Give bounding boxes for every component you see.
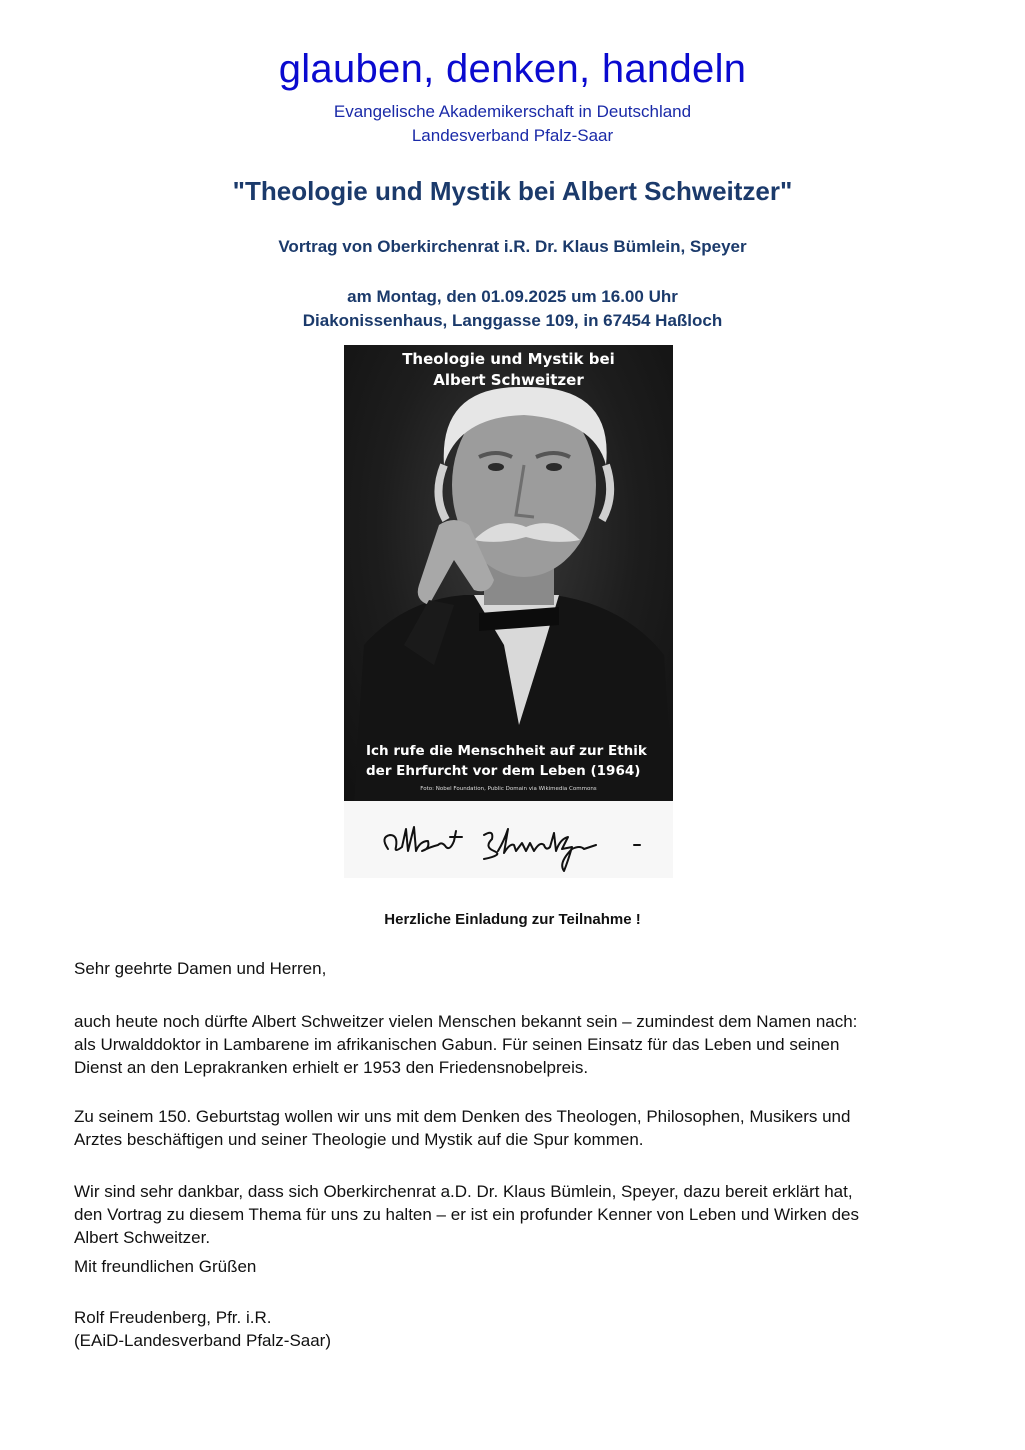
poster-title-line-2: Albert Schweitzer — [433, 371, 584, 389]
paragraph-line: den Vortrag zu diesem Thema für uns zu halten – er ist ein profunder Kenner von Leben und Wirken des — [74, 1205, 859, 1224]
poster-quote-line-2: der Ehrfurcht vor dem Leben (1964) — [366, 763, 641, 779]
paragraph-speaker — [74, 1180, 974, 1249]
poster-quote-line-1: Ich rufe die Menschheit auf zur Ethik — [366, 743, 647, 759]
event-poster — [344, 345, 673, 878]
paragraph-intro — [74, 1010, 974, 1079]
invitation-heading: Herzliche Einladung zur Teilnahme ! — [384, 911, 641, 928]
event-date: am Montag, den 01.09.2025 um 16.00 Uhr — [347, 287, 678, 306]
paragraph-line: Dienst an den Leprakranken erhielt er 1953 den Friedensnobelpreis. — [74, 1058, 589, 1077]
paragraph-line: Wir sind sehr dankbar, dass sich Oberkirchenrat a.D. Dr. Klaus Bümlein, Speyer, dazu bereit erklärt hat, — [74, 1182, 853, 1201]
paragraph-anniversary — [74, 1105, 974, 1151]
paragraph-line: Albert Schweitzer. — [74, 1228, 211, 1247]
closing-greeting: Mit freundlichen Grüßen — [74, 1257, 257, 1276]
poster-quote — [366, 741, 666, 781]
handwritten-signature — [344, 801, 673, 878]
portrait-photo — [344, 345, 673, 801]
signature-image — [344, 801, 673, 878]
photo-credit: Foto: Nobel Foundation, Public Domain via Wikimedia Commons — [420, 786, 597, 792]
poster-title-line-1: Theologie und Mystik bei — [402, 350, 615, 368]
masthead-title: glauben, denken, handeln — [278, 47, 747, 91]
signer-name: Rolf Freudenberg, Pfr. i.R. — [74, 1308, 272, 1327]
event-speaker: Vortrag von Oberkirchenrat i.R. Dr. Klaus Bümlein, Speyer — [278, 237, 747, 256]
event-title: "Theologie und Mystik bei Albert Schweitzer" — [232, 176, 793, 206]
salutation: Sehr geehrte Damen und Herren, — [74, 959, 327, 978]
poster-title — [344, 349, 673, 391]
organization-name: Evangelische Akademikerschaft in Deutschland — [333, 102, 692, 121]
paragraph-line: als Urwalddoktor in Lambarene im afrikanischen Gabun. Für seinen Einsatz für das Leben und seinen — [74, 1035, 840, 1054]
paragraph-line: Zu seinem 150. Geburtstag wollen wir uns mit dem Denken des Theologen, Philosophen, Musikers und — [74, 1107, 851, 1126]
paragraph-line: Arztes beschäftigen und seiner Theologie und Mystik auf die Spur kommen. — [74, 1130, 644, 1149]
portrait-illustration — [344, 345, 673, 801]
event-venue: Diakonissenhaus, Langgasse 109, in 67454 Haßloch — [302, 311, 723, 330]
organization-branch: Landesverband Pfalz-Saar — [411, 126, 614, 145]
paragraph-line: auch heute noch dürfte Albert Schweitzer vielen Menschen bekannt sein – zumindest dem Namen nach: — [74, 1012, 858, 1031]
signer-organization: (EAiD-Landesverband Pfalz-Saar) — [74, 1331, 332, 1350]
